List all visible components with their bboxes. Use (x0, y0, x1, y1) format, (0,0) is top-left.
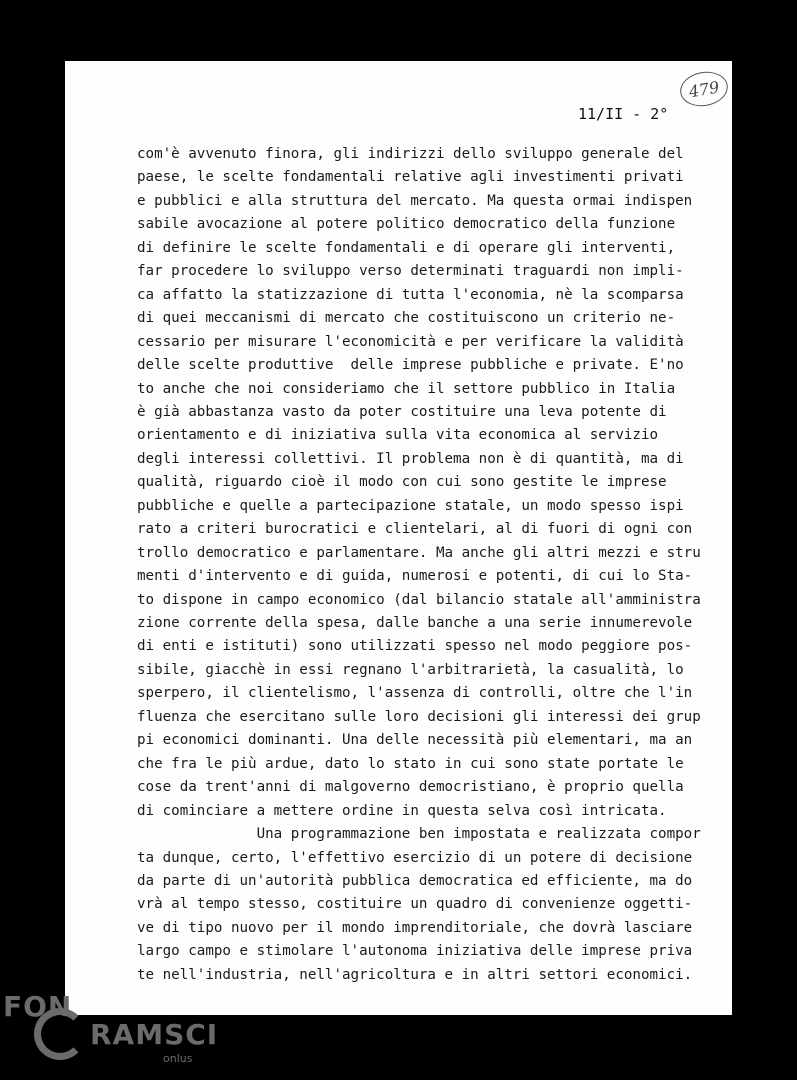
text-line: trollo democratico e parlamentare. Ma anche gli altri mezzi e stru (137, 544, 701, 561)
handwritten-number-text: 479 (687, 76, 721, 102)
text-line: pubbliche e quelle a partecipazione statale, un modo spesso ispi (137, 497, 684, 514)
text-line: è già abbastanza vasto da poter costituire una leva potente di (137, 403, 667, 420)
text-line: e pubblici e alla struttura del mercato. Ma questa ormai indispen (137, 192, 693, 209)
text-line: rato a criteri burocratici e clientelari, al di fuori di ogni con (137, 521, 693, 538)
fondazione-gramsci-logo (0, 990, 219, 1080)
text-line: com'è avvenuto finora, gli indirizzi dello sviluppo generale del (137, 146, 684, 162)
text-line: degli interessi collettivi. Il problema non è di quantità, ma di (137, 450, 684, 467)
text-line: te nell'industria, nell'agricoltura e in altri settori economici. (137, 966, 693, 983)
text-line: delle scelte produttive delle imprese pubbliche e private. E'no (137, 357, 684, 374)
text-line: to dispone in campo economico (dal bilancio statale all'amministra (137, 591, 701, 608)
text-line: cessario per misurare l'economicità e per verificare la validità (137, 333, 684, 350)
text-line: qualità, riguardo cioè il modo con cui sono gestite le imprese (137, 474, 667, 491)
text-line: sibile, giacchè in essi regnano l'arbitrarietà, la casualità, lo (137, 661, 684, 678)
text-line: che fra le più ardue, dato lo stato in cui sono state portate le (137, 755, 684, 772)
logo-g-icon (34, 1008, 86, 1060)
text-line: vrà al tempo stesso, costituire un quadro di convenienze oggetti- (137, 896, 693, 913)
logo-gramsci-text: RAMSCI (90, 1018, 219, 1051)
text-line: paese, le scelte fondamentali relative agli investimenti privati (137, 169, 684, 186)
text-line: sabile avocazione al potere politico democratico della funzione (137, 216, 676, 233)
logo-onlus-text: onlus (163, 1052, 193, 1065)
text-line: di enti e istituti) sono utilizzati spesso nel modo peggiore pos- (137, 638, 693, 655)
text-line: ta dunque, certo, l'effettivo esercizio di un potere di decisione (137, 849, 693, 866)
text-line: ve di tipo nuovo per il mondo imprenditoriale, che dovrà lasciare (137, 919, 693, 936)
text-line: orientamento e di iniziativa sulla vita economica al servizio (137, 427, 659, 444)
text-line: menti d'intervento e di guida, numerosi e potenti, di cui lo Sta- (137, 568, 693, 585)
text-line: sperpero, il clientelismo, l'assenza di controlli, oltre che l'in (137, 685, 693, 702)
text-line: da parte di un'autorità pubblica democratica ed efficiente, ma do (137, 872, 693, 889)
text-line: to anche che noi consideriamo che il settore pubblico in Italia (137, 380, 676, 397)
text-line: far procedere lo sviluppo verso determinati traguardi non impli- (137, 263, 684, 280)
text-line: largo campo e stimolare l'autonoma iniziativa delle imprese priva (137, 943, 693, 960)
text-line: di quei meccanismi di mercato che costituiscono un criterio ne- (137, 310, 676, 327)
logo-fon-text: FON (3, 990, 73, 1023)
page-reference: 11/II - 2° (578, 105, 669, 123)
text-line: cose da trent'anni di malgoverno democristiano, è proprio quella (137, 779, 684, 796)
text-line: zione corrente della spesa, dalle banche a una serie innumerevole (137, 615, 693, 631)
text-line: pi economici dominanti. Una delle necessità più elementari, ma an (137, 732, 693, 749)
text-line: fluenza che esercitano sulle loro decisioni gli interessi dei grup (137, 708, 701, 725)
text-line: di definire le scelte fondamentali e di operare gli interventi, (137, 239, 676, 256)
text-line: ca affatto la statizzazione di tutta l'economia, nè la scomparsa (137, 286, 684, 303)
text-line: Una programmazione ben impostata e realizzata compor (137, 826, 701, 843)
text-line: di cominciare a mettere ordine in questa selva così intricata. (137, 802, 667, 819)
